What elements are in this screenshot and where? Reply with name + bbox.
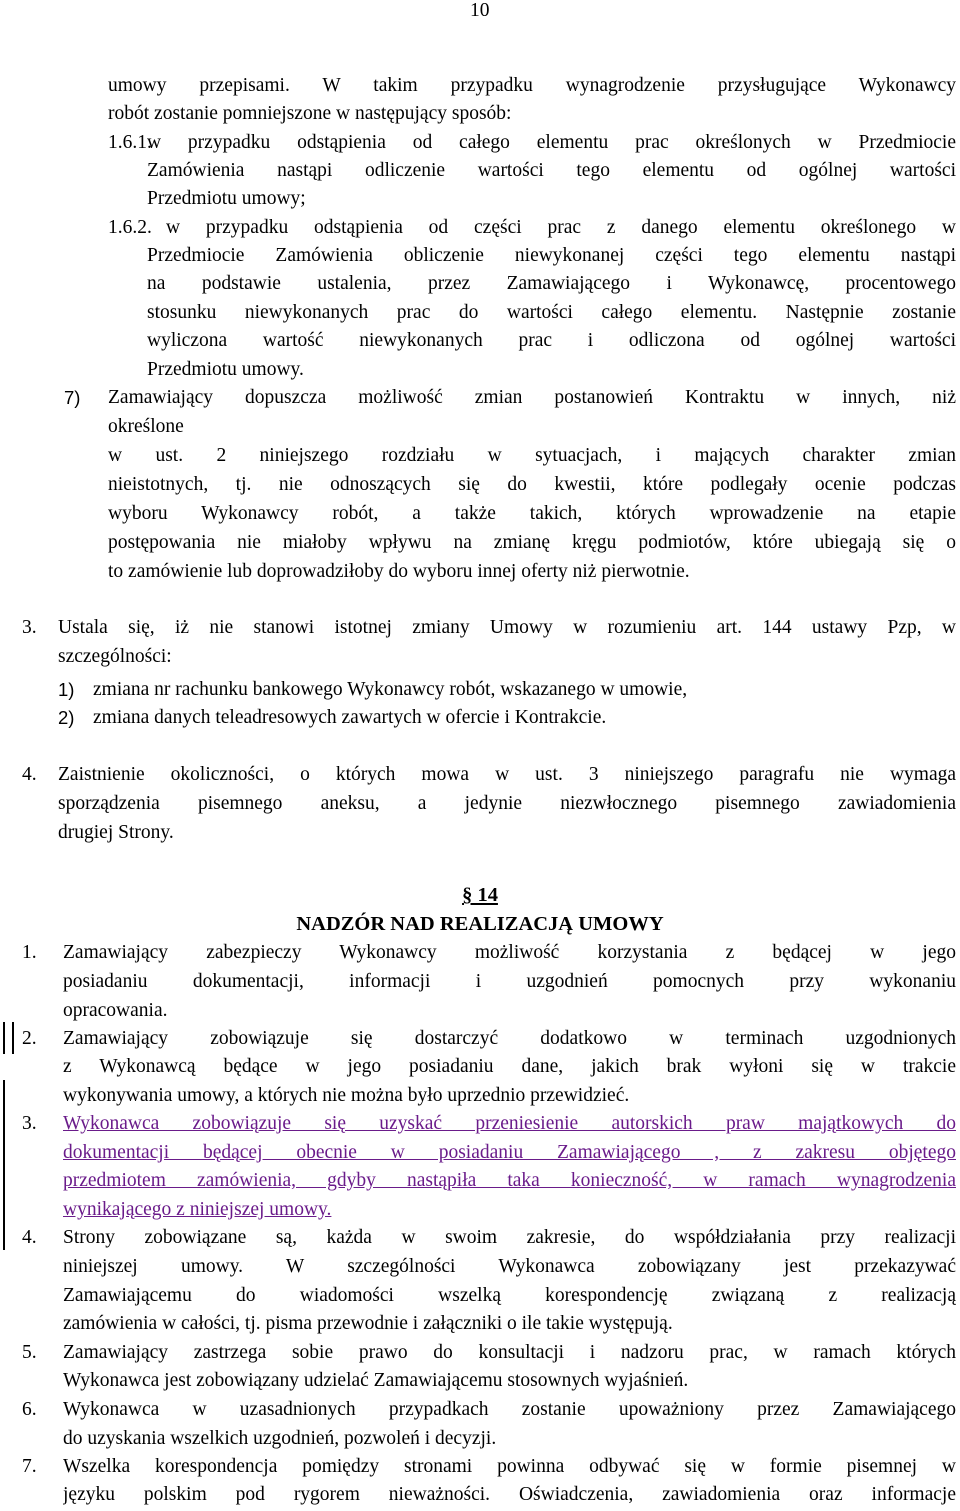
item-3-label: 3.: [22, 617, 37, 638]
item-3-sub-2-label: 2): [58, 707, 75, 728]
intro-line-1: umowy przepisami. W takim przypadku wynagrodzenie przysługujące Wykonawcy: [108, 75, 956, 96]
s2-line-3: wykonywania umowy, a których nie można było uprzednio przewidzieć.: [63, 1085, 630, 1106]
s1-line-1: Zamawiający zabezpieczy Wykonawcy możliwość korzystania z będącej w jego: [63, 942, 956, 963]
section-number-text: § 14: [462, 884, 498, 906]
item-1-6-2-line-6: Przedmiotu umowy.: [147, 359, 304, 380]
item-1-6-2-line-3: na podstawie ustalenia, przez Zamawiającego i Wykonawcę, procentowego: [147, 273, 956, 294]
item-1-6-1-label: 1.6.1.: [108, 132, 152, 153]
item-4-label: 4.: [22, 764, 37, 785]
item-3-line-1: Ustala się, iż nie stanowi istotnej zmiany Umowy w rozumieniu art. 144 ustawy Pzp, w: [58, 617, 956, 638]
section-number: [0, 881, 960, 909]
intro-line-2: robót zostanie pomniejszone w następujący sposób:: [108, 103, 512, 124]
s1-line-3: opracowania.: [63, 1000, 168, 1021]
s4-line-2: niniejszej umowy. W szczególności Wykonawca zobowiązany jest przekazywać: [63, 1256, 956, 1277]
revision-bar: [3, 1022, 5, 1054]
item-4-line-3: drugiej Strony.: [58, 822, 174, 843]
item-3-sub-1-label: 1): [58, 679, 75, 700]
s6-line-1: Wykonawca w uzasadnionych przypadkach zostanie upoważniony przez Zamawiającego: [63, 1399, 956, 1420]
s3-label: 3.: [22, 1113, 37, 1134]
item-7-line-2: określone: [108, 416, 184, 437]
item-1-6-2-label: 1.6.2.: [108, 217, 152, 238]
item-7-line-7: to zamówienie lub doprowadziłoby do wyboru innej oferty niż pierwotnie.: [108, 561, 690, 582]
s7-label: 7.: [22, 1456, 37, 1477]
s5-line-1: Zamawiający zastrzega sobie prawo do konsultacji i nadzoru prac, w ramach których: [63, 1342, 956, 1363]
item-1-6-2-line-2: Przedmiocie Zamówienia obliczenie niewykonanej części tego elementu nastąpi: [147, 245, 956, 266]
item-7-line-6: postępowania nie miałoby wpływu na zmianę kręgu podmiotów, które ubiegają się o: [108, 532, 956, 553]
s3-line-2: dokumentacji będącej obecnie w posiadaniu Zamawiającego , z zakresu objętego: [63, 1142, 956, 1163]
s4-line-1: Strony zobowiązane są, każda w swoim zakresie, do współdziałania przy realizacji: [63, 1227, 956, 1248]
item-1-6-2-line-5: wyliczona wartość niewykonanych prac i odliczona od ogólnej wartości: [147, 330, 956, 351]
s6-label: 6.: [22, 1399, 37, 1420]
item-7-line-3: w ust. 2 niniejszego rozdziału w sytuacjach, i mających charakter zmian: [108, 445, 956, 466]
item-7-line-5: wyboru Wykonawcy robót, a także takich, których wprowadzenie na etapie: [108, 503, 956, 524]
item-1-6-1-line-1: w przypadku odstąpienia od całego elementu prac określonych w Przedmiocie: [147, 132, 956, 153]
revision-bar: [3, 1080, 5, 1250]
s7-line-2: języku polskim pod rygorem nieważności. Oświadczenia, zawiadomienia oraz informacje: [63, 1484, 956, 1505]
s3-line-1: Wykonawca zobowiązuje się uzyskać przeniesienie autorskich praw majątkowych do: [63, 1113, 956, 1134]
s3-line-3: przedmiotem zamówienia, gdyby nastąpiła taka konieczność, w ramach wynagrodzenia: [63, 1170, 956, 1191]
s4-line-4: zamówienia w całości, tj. pisma przewodnie i załączniki o ile takie występują.: [63, 1313, 673, 1334]
s6-line-2: do uzyskania wszelkich uzgodnień, pozwoleń i decyzji.: [63, 1428, 497, 1449]
s3-line-4: wynikającego z niniejszej umowy.: [63, 1199, 332, 1220]
item-7-line-1: Zamawiający dopuszcza możliwość zmian postanowień Kontraktu w innych, niż: [108, 387, 956, 408]
s5-label: 5.: [22, 1342, 37, 1363]
revision-bar: [12, 1022, 14, 1054]
s7-line-1: Wszelka korespondencja pomiędzy stronami powinna odbywać się w formie pisemnej w: [63, 1456, 956, 1477]
item-1-6-1-line-2: Zamówienia nastąpi odliczenie wartości tego elementu od ogólnej wartości: [147, 160, 956, 181]
item-7-line-4: nieistotnych, tj. nie odnoszących się do kwestii, które podlegały ocenie podczas: [108, 474, 956, 495]
s1-label: 1.: [22, 942, 37, 963]
item-4-line-2: sporządzenia pisemnego aneksu, a jedynie niezwłocznego pisemnego zawiadomienia: [58, 793, 956, 814]
item-4-line-1: Zaistnienie okoliczności, o których mowa w ust. 3 niniejszego paragrafu nie wymaga: [58, 764, 956, 785]
s2-label: 2.: [22, 1028, 37, 1049]
item-1-6-2-line-1: w przypadku odstąpienia od części prac z danego elementu określonego w: [166, 217, 956, 238]
s1-line-2: posiadaniu dokumentacji, informacji i uzgodnień pomocnych przy wykonaniu: [63, 971, 956, 992]
section-title: NADZÓR NAD REALIZACJĄ UMOWY: [296, 913, 664, 935]
s4-line-3: Zamawiającemu do wiadomości wszelką korespondencję związaną z realizacją: [63, 1285, 956, 1306]
item-1-6-1-line-3: Przedmiotu umowy;: [147, 188, 306, 209]
s5-line-2: Wykonawca jest zobowiązany udzielać Zamawiającemu stosownych wyjaśnień.: [63, 1370, 689, 1391]
item-1-6-2-line-4: stosunku niewykonanych prac do wartości całego elementu. Następnie zostanie: [147, 302, 956, 323]
page-number: 10: [470, 0, 490, 21]
item-3-sub-2: zmiana danych teleadresowych zawartych w ofercie i Kontrakcie.: [93, 707, 607, 728]
item-7-label: 7): [64, 387, 81, 408]
s2-line-2: z Wykonawcą będące w jego posiadaniu dane, jakich brak wyłoni się w trakcie: [63, 1056, 956, 1077]
s2-line-1: Zamawiający zobowiązuje się dostarczyć dodatkowo w terminach uzgodnionych: [63, 1028, 956, 1049]
item-3-sub-1: zmiana nr rachunku bankowego Wykonawcy robót, wskazanego w umowie,: [93, 679, 688, 700]
s4-label: 4.: [22, 1227, 37, 1248]
item-3-line-2: szczególności:: [58, 646, 172, 667]
